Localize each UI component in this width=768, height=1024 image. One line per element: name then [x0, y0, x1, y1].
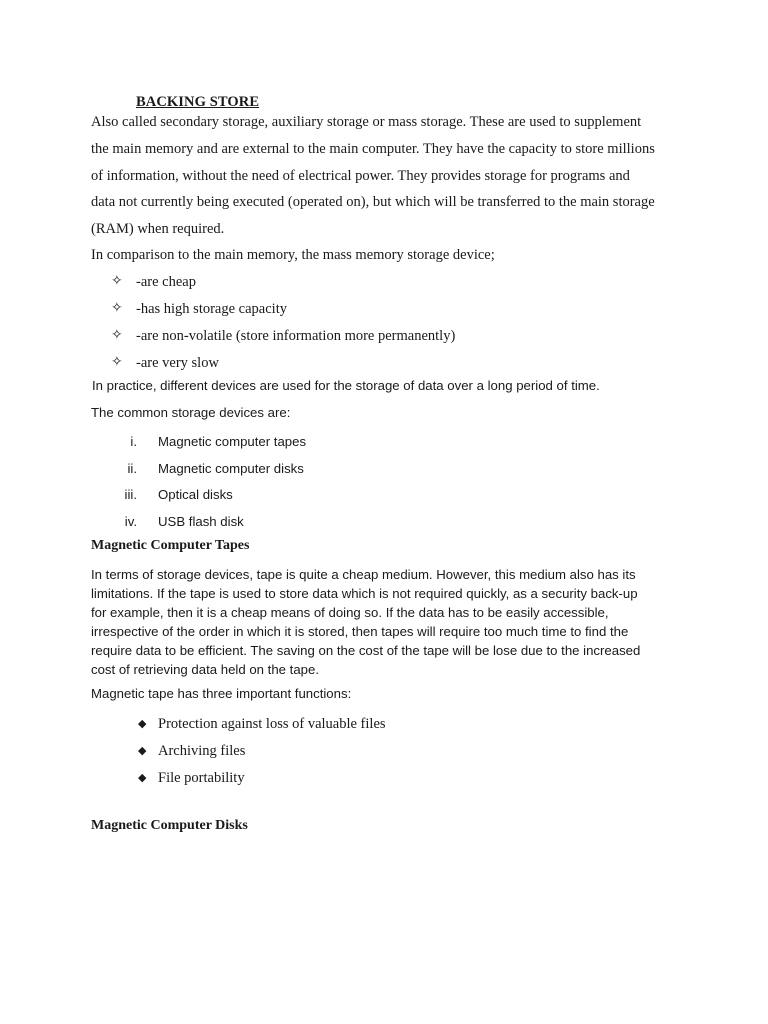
star-outline-bullet-icon: ✧ [111, 327, 123, 343]
intro-line: the main memory and are external to the main computer. They have the capacity to store millions [91, 140, 655, 157]
tapes-line: for example, then it is a cheap means of doing so. If the data has to be easily accessible, [91, 605, 609, 620]
tape-functions-list [138, 710, 386, 791]
list-item-text: Protection against loss of valuable files [158, 715, 386, 732]
diamond-bullet-icon: ◆ [138, 771, 147, 784]
list-item [138, 764, 386, 791]
section-heading-tapes: Magnetic Computer Tapes [91, 538, 250, 553]
list-item [110, 511, 306, 538]
list-item [110, 431, 306, 458]
list-number: ii. [127, 460, 137, 476]
list-item-text: -are non-volatile (store information more permanently) [136, 327, 456, 344]
intro-line: data not currently being executed (operated on), but which will be transferred to the main storage [91, 194, 655, 211]
tapes-line: In terms of storage devices, tape is quite a cheap medium. However, this medium also has its [91, 567, 636, 582]
practice-paragraph: In practice, different devices are used for the storage of data over a long period of time. [92, 378, 600, 393]
tapes-line: cost of retrieving data held on the tape. [91, 662, 319, 677]
list-item [110, 458, 306, 485]
list-item [111, 268, 455, 295]
list-item-text: -are cheap [136, 273, 196, 290]
list-item [111, 322, 455, 349]
diamond-bullet-icon: ◆ [138, 744, 147, 757]
star-outline-bullet-icon: ✧ [111, 354, 123, 370]
common-devices-list [110, 431, 306, 537]
list-item [111, 349, 455, 376]
list-item-text: Optical disks [158, 487, 233, 503]
list-item-text: File portability [158, 769, 245, 786]
list-item [138, 737, 386, 764]
list-number: iv. [124, 513, 137, 529]
diamond-bullet-icon: ◆ [138, 717, 147, 730]
page-title: BACKING STORE [136, 94, 260, 110]
intro-line: Also called secondary storage, auxiliary storage or mass storage. These are used to supplement [91, 114, 642, 130]
tapes-line: require data to be efficient. The saving on the cost of the tape will be lose due to the increased [91, 643, 641, 658]
section-heading-disks: Magnetic Computer Disks [91, 818, 248, 833]
list-item [111, 295, 455, 322]
comparison-intro: In comparison to the main memory, the mass memory storage device; [91, 247, 495, 263]
intro-paragraph [91, 109, 691, 243]
list-item [110, 484, 306, 511]
list-number: iii. [124, 487, 137, 503]
tape-functions-intro: Magnetic tape has three important functions: [91, 686, 352, 701]
list-item-text: Magnetic computer disks [158, 460, 304, 476]
intro-line: of information, without the need of electrical power. They provides storage for programs and [91, 167, 630, 184]
common-devices-intro: The common storage devices are: [91, 405, 291, 420]
list-item-text: USB flash disk [158, 513, 244, 529]
list-item-text: -are very slow [136, 354, 219, 371]
star-outline-bullet-icon: ✧ [111, 300, 123, 316]
list-item [138, 710, 386, 737]
list-item-text: Magnetic computer tapes [158, 434, 307, 449]
tapes-paragraph [91, 565, 681, 679]
tapes-line: limitations. If the tape is used to store data which is not required quickly, as a security back-up [91, 586, 638, 601]
tapes-line: irrespective of the order in which it is stored, then tapes will require too much time to find the [91, 624, 629, 639]
star-outline-bullet-icon: ✧ [111, 273, 123, 289]
comparison-list [111, 268, 455, 376]
list-item-text: Archiving files [158, 742, 246, 759]
list-number: i. [130, 434, 137, 449]
list-item-text: -has high storage capacity [136, 300, 287, 317]
intro-line: (RAM) when required. [91, 221, 225, 238]
